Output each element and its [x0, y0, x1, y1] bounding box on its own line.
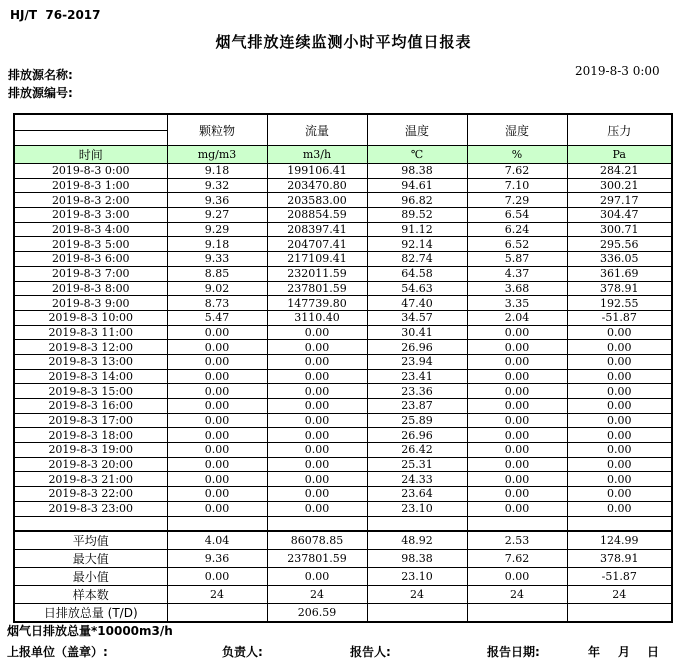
- table-row: [14, 325, 672, 340]
- summary-label: 样本数: [14, 586, 167, 604]
- column-header-humidity: 湿度: [467, 114, 567, 146]
- summary-value-cell: 237801.59: [267, 550, 367, 568]
- summary-label: 平均值: [14, 531, 167, 550]
- time-cell: 2019-8-3 20:00: [14, 457, 167, 472]
- value-cell: 34.57: [367, 310, 467, 325]
- summary-rows: [14, 516, 672, 622]
- time-cell: 2019-8-3 17:00: [14, 413, 167, 428]
- table-row: [14, 266, 672, 281]
- value-cell: 0.00: [567, 354, 672, 369]
- value-cell: 23.94: [367, 354, 467, 369]
- column-header-flow: 流量: [267, 114, 367, 146]
- value-cell: 0.00: [167, 354, 267, 369]
- time-cell: 2019-8-3 9:00: [14, 296, 167, 311]
- time-cell: 2019-8-3 18:00: [14, 428, 167, 443]
- summary-value-cell: 24: [167, 586, 267, 604]
- value-cell: 0.00: [267, 325, 367, 340]
- value-cell: 5.87: [467, 252, 567, 267]
- value-cell: 23.64: [367, 487, 467, 502]
- summary-value-cell: 124.99: [567, 531, 672, 550]
- value-cell: 378.91: [567, 281, 672, 296]
- value-cell: 7.10: [467, 178, 567, 193]
- value-cell: 147739.80: [267, 296, 367, 311]
- value-cell: 0.00: [567, 413, 672, 428]
- table-row: [14, 413, 672, 428]
- summary-label: 最小值: [14, 568, 167, 586]
- value-cell: 0.00: [167, 340, 267, 355]
- header-row-1: [14, 114, 672, 131]
- value-cell: 0.00: [467, 325, 567, 340]
- value-cell: -51.87: [567, 310, 672, 325]
- unit-cell-pm: mg/m3: [167, 146, 267, 164]
- value-cell: 199106.41: [267, 164, 367, 179]
- empty-cell: [367, 516, 467, 531]
- summary-value-cell: 4.04: [167, 531, 267, 550]
- value-cell: 26.96: [367, 428, 467, 443]
- value-cell: 82.74: [367, 252, 467, 267]
- table-row: [14, 222, 672, 237]
- value-cell: 237801.59: [267, 281, 367, 296]
- time-cell: 2019-8-3 19:00: [14, 443, 167, 458]
- summary-value-cell: 48.92: [367, 531, 467, 550]
- value-cell: 0.00: [267, 399, 367, 414]
- summary-value-cell: 24: [367, 586, 467, 604]
- summary-value-cell: [567, 604, 672, 623]
- value-cell: 0.00: [167, 384, 267, 399]
- value-cell: 0.00: [267, 369, 367, 384]
- time-cell: 2019-8-3 22:00: [14, 487, 167, 502]
- value-cell: 0.00: [267, 413, 367, 428]
- table-row: [14, 472, 672, 487]
- reporter-label: 报告人:: [350, 645, 391, 659]
- value-cell: 0.00: [567, 457, 672, 472]
- time-cell: 2019-8-3 7:00: [14, 266, 167, 281]
- time-cell: 2019-8-3 11:00: [14, 325, 167, 340]
- table-row: [14, 164, 672, 179]
- empty-header-cell: [14, 131, 167, 146]
- table-row: [14, 443, 672, 458]
- table-header: [14, 114, 672, 164]
- spacer-row: [14, 516, 672, 531]
- report-datetime: 2019-8-3 0:00: [575, 64, 660, 78]
- signature-line: [0, 643, 687, 661]
- summary-value-cell: 2.53: [467, 531, 567, 550]
- time-cell: 2019-8-3 3:00: [14, 208, 167, 223]
- summary-label: 最大值: [14, 550, 167, 568]
- value-cell: 0.00: [467, 501, 567, 516]
- report-date-label: 报告日期:: [487, 645, 540, 659]
- summary-value-cell: 98.38: [367, 550, 467, 568]
- empty-header-cell: [14, 114, 167, 131]
- value-cell: 25.31: [367, 457, 467, 472]
- value-cell: 8.73: [167, 296, 267, 311]
- value-cell: 361.69: [567, 266, 672, 281]
- table-row: [14, 399, 672, 414]
- standard-code: HJ/T 76-2017: [10, 8, 101, 22]
- value-cell: 9.18: [167, 164, 267, 179]
- empty-cell: [267, 516, 367, 531]
- month-label: 月: [618, 645, 631, 659]
- value-cell: 0.00: [567, 472, 672, 487]
- table-row: [14, 501, 672, 516]
- table-row: [14, 281, 672, 296]
- summary-row: [14, 586, 672, 604]
- day-label: 日: [647, 645, 660, 659]
- value-cell: 23.36: [367, 384, 467, 399]
- time-cell: 2019-8-3 15:00: [14, 384, 167, 399]
- value-cell: 0.00: [467, 384, 567, 399]
- value-cell: 9.36: [167, 193, 267, 208]
- value-cell: 0.00: [467, 399, 567, 414]
- value-cell: 26.42: [367, 443, 467, 458]
- value-cell: 304.47: [567, 208, 672, 223]
- time-cell: 2019-8-3 14:00: [14, 369, 167, 384]
- value-cell: 0.00: [567, 340, 672, 355]
- responsible-person-label: 负责人:: [222, 645, 263, 659]
- value-cell: 7.62: [467, 164, 567, 179]
- time-cell: 2019-8-3 16:00: [14, 399, 167, 414]
- value-cell: 0.00: [267, 487, 367, 502]
- summary-value-cell: -51.87: [567, 568, 672, 586]
- value-cell: 26.96: [367, 340, 467, 355]
- time-cell: 2019-8-3 2:00: [14, 193, 167, 208]
- value-cell: 300.21: [567, 178, 672, 193]
- value-cell: 0.00: [267, 428, 367, 443]
- summary-value-cell: 24: [567, 586, 672, 604]
- summary-value-cell: 0.00: [167, 568, 267, 586]
- value-cell: 9.29: [167, 222, 267, 237]
- value-cell: 25.89: [367, 413, 467, 428]
- value-cell: 9.27: [167, 208, 267, 223]
- value-cell: 0.00: [167, 413, 267, 428]
- time-cell: 2019-8-3 10:00: [14, 310, 167, 325]
- year-label: 年: [588, 645, 601, 659]
- value-cell: 0.00: [567, 399, 672, 414]
- unit-row: [14, 146, 672, 164]
- summary-value-cell: 7.62: [467, 550, 567, 568]
- summary-row: [14, 568, 672, 586]
- value-cell: 0.00: [267, 443, 367, 458]
- time-cell: 2019-8-3 12:00: [14, 340, 167, 355]
- table-row: [14, 384, 672, 399]
- table-row: [14, 457, 672, 472]
- table-row: [14, 369, 672, 384]
- table-row: [14, 208, 672, 223]
- summary-value-cell: 206.59: [267, 604, 367, 623]
- table-row: [14, 178, 672, 193]
- data-rows: [14, 164, 672, 517]
- value-cell: 297.17: [567, 193, 672, 208]
- source-id-label: 排放源编号:: [8, 86, 73, 100]
- value-cell: 0.00: [167, 457, 267, 472]
- summary-value-cell: 24: [467, 586, 567, 604]
- value-cell: 0.00: [267, 340, 367, 355]
- summary-value-cell: 9.36: [167, 550, 267, 568]
- time-cell: 2019-8-3 6:00: [14, 252, 167, 267]
- time-cell: 2019-8-3 4:00: [14, 222, 167, 237]
- value-cell: 0.00: [267, 457, 367, 472]
- table-row: [14, 237, 672, 252]
- monitoring-table: [13, 113, 673, 623]
- unit-cell-humidity: %: [467, 146, 567, 164]
- value-cell: 3110.40: [267, 310, 367, 325]
- summary-value-cell: 378.91: [567, 550, 672, 568]
- column-header-pm: 颗粒物: [167, 114, 267, 146]
- value-cell: 0.00: [167, 472, 267, 487]
- time-cell: 2019-8-3 21:00: [14, 472, 167, 487]
- summary-value-cell: [367, 604, 467, 623]
- value-cell: 284.21: [567, 164, 672, 179]
- value-cell: 9.33: [167, 252, 267, 267]
- value-cell: 98.38: [367, 164, 467, 179]
- value-cell: 0.00: [567, 325, 672, 340]
- value-cell: 0.00: [467, 487, 567, 502]
- empty-cell: [167, 516, 267, 531]
- value-cell: 9.02: [167, 281, 267, 296]
- report-unit-label: 上报单位（盖章）:: [7, 645, 108, 659]
- table-row: [14, 487, 672, 502]
- value-cell: 0.00: [467, 369, 567, 384]
- value-cell: 0.00: [567, 443, 672, 458]
- value-cell: 0.00: [167, 443, 267, 458]
- value-cell: 0.00: [267, 472, 367, 487]
- value-cell: 9.18: [167, 237, 267, 252]
- value-cell: 217109.41: [267, 252, 367, 267]
- value-cell: 232011.59: [267, 266, 367, 281]
- value-cell: 0.00: [167, 487, 267, 502]
- value-cell: 0.00: [167, 325, 267, 340]
- column-header-pressure: 压力: [567, 114, 672, 146]
- time-cell: 2019-8-3 8:00: [14, 281, 167, 296]
- value-cell: 0.00: [167, 501, 267, 516]
- value-cell: 9.32: [167, 178, 267, 193]
- empty-cell: [567, 516, 672, 531]
- time-cell: 2019-8-3 5:00: [14, 237, 167, 252]
- value-cell: 204707.41: [267, 237, 367, 252]
- value-cell: 0.00: [567, 487, 672, 502]
- value-cell: 0.00: [267, 501, 367, 516]
- value-cell: 0.00: [467, 457, 567, 472]
- value-cell: 0.00: [467, 340, 567, 355]
- summary-value-cell: [467, 604, 567, 623]
- summary-value-cell: 86078.85: [267, 531, 367, 550]
- time-cell: 2019-8-3 0:00: [14, 164, 167, 179]
- value-cell: 0.00: [467, 428, 567, 443]
- table-row: [14, 296, 672, 311]
- value-cell: 0.00: [567, 501, 672, 516]
- source-name-label: 排放源名称:: [8, 68, 73, 82]
- value-cell: 7.29: [467, 193, 567, 208]
- time-cell: 2019-8-3 1:00: [14, 178, 167, 193]
- time-cell: 2019-8-3 23:00: [14, 501, 167, 516]
- value-cell: 64.58: [367, 266, 467, 281]
- table-row: [14, 193, 672, 208]
- value-cell: 24.33: [367, 472, 467, 487]
- table-row: [14, 310, 672, 325]
- summary-value-cell: [167, 604, 267, 623]
- unit-cell-flow: m3/h: [267, 146, 367, 164]
- value-cell: 208397.41: [267, 222, 367, 237]
- value-cell: 0.00: [167, 369, 267, 384]
- value-cell: 192.55: [567, 296, 672, 311]
- unit-cell-temp: ℃: [367, 146, 467, 164]
- value-cell: 336.05: [567, 252, 672, 267]
- page-title: 烟气排放连续监测小时平均值日报表: [215, 33, 472, 51]
- value-cell: 295.56: [567, 237, 672, 252]
- value-cell: 23.87: [367, 399, 467, 414]
- value-cell: 96.82: [367, 193, 467, 208]
- summary-value-cell: 23.10: [367, 568, 467, 586]
- value-cell: 0.00: [467, 472, 567, 487]
- value-cell: 2.04: [467, 310, 567, 325]
- value-cell: 91.12: [367, 222, 467, 237]
- value-cell: 47.40: [367, 296, 467, 311]
- column-header-temp: 温度: [367, 114, 467, 146]
- value-cell: 0.00: [267, 384, 367, 399]
- table-row: [14, 354, 672, 369]
- value-cell: 300.71: [567, 222, 672, 237]
- value-cell: 94.61: [367, 178, 467, 193]
- value-cell: 0.00: [267, 354, 367, 369]
- value-cell: 6.54: [467, 208, 567, 223]
- value-cell: 92.14: [367, 237, 467, 252]
- table-row: [14, 252, 672, 267]
- value-cell: 23.41: [367, 369, 467, 384]
- value-cell: 203470.80: [267, 178, 367, 193]
- value-cell: 6.24: [467, 222, 567, 237]
- unit-cell-pressure: Pa: [567, 146, 672, 164]
- empty-cell: [467, 516, 567, 531]
- value-cell: 6.52: [467, 237, 567, 252]
- value-cell: 0.00: [467, 443, 567, 458]
- value-cell: 30.41: [367, 325, 467, 340]
- value-cell: 0.00: [467, 354, 567, 369]
- value-cell: 89.52: [367, 208, 467, 223]
- table-row: [14, 340, 672, 355]
- value-cell: 5.47: [167, 310, 267, 325]
- value-cell: 0.00: [167, 428, 267, 443]
- total-emission-note: 烟气日排放总量*10000m3/h: [7, 624, 173, 638]
- value-cell: 23.10: [367, 501, 467, 516]
- empty-cell: [14, 516, 167, 531]
- summary-value-cell: 0.00: [467, 568, 567, 586]
- value-cell: 0.00: [567, 384, 672, 399]
- value-cell: 4.37: [467, 266, 567, 281]
- value-cell: 3.35: [467, 296, 567, 311]
- summary-value-cell: 24: [267, 586, 367, 604]
- value-cell: 0.00: [467, 413, 567, 428]
- summary-row: [14, 550, 672, 568]
- value-cell: 3.68: [467, 281, 567, 296]
- value-cell: 0.00: [567, 369, 672, 384]
- value-cell: 208854.59: [267, 208, 367, 223]
- summary-label: 日排放总量 (T/D): [14, 604, 167, 623]
- time-cell: 2019-8-3 13:00: [14, 354, 167, 369]
- value-cell: 8.85: [167, 266, 267, 281]
- summary-row: [14, 531, 672, 550]
- time-header-cell: 时间: [14, 146, 167, 164]
- summary-row: [14, 604, 672, 623]
- value-cell: 203583.00: [267, 193, 367, 208]
- value-cell: 0.00: [567, 428, 672, 443]
- value-cell: 0.00: [167, 399, 267, 414]
- value-cell: 54.63: [367, 281, 467, 296]
- summary-value-cell: 0.00: [267, 568, 367, 586]
- table-row: [14, 428, 672, 443]
